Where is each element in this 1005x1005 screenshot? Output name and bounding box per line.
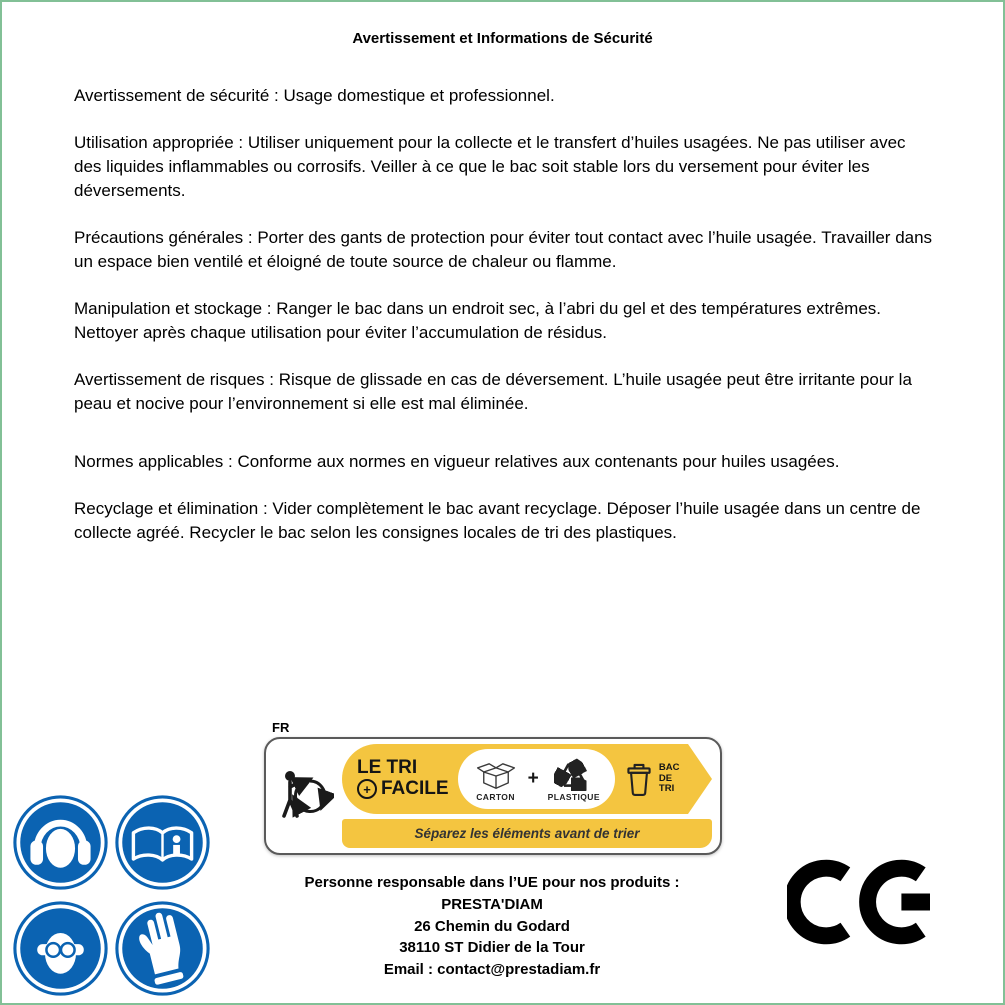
wear-eye-protection-icon bbox=[12, 900, 109, 997]
sorting-bin-icon bbox=[624, 760, 654, 798]
bin-line1: BAC bbox=[658, 762, 680, 774]
wear-ear-protection-icon bbox=[12, 794, 109, 891]
mandatory-pictograms bbox=[12, 794, 211, 997]
plus-circle-icon: + bbox=[357, 779, 377, 799]
info-tri-right bbox=[342, 739, 720, 853]
info-tri-banner bbox=[342, 744, 688, 814]
tri-line1: LE TRI bbox=[357, 757, 418, 779]
bin-line3: TRI bbox=[658, 783, 675, 795]
recycling-triangle-icon bbox=[554, 757, 594, 791]
materials-bubble bbox=[458, 749, 615, 809]
sorting-bin-part bbox=[624, 760, 682, 798]
info-tri-box bbox=[264, 737, 722, 855]
material-carton bbox=[473, 757, 519, 802]
safety-paragraph: Utilisation appropriée : Utiliser uniquement pour la collecte et le transfert d’huiles usagées. Ne pas utiliser avec des liquides inflammables ou corrosifs. Veiller à ce que le bac soit stable lors du versement pour éviter les déversements. bbox=[74, 133, 906, 200]
carton-label: CARTON bbox=[476, 791, 515, 802]
page-title: Avertissement et Informations de Sécurité bbox=[352, 30, 653, 47]
bin-line2: DE bbox=[658, 772, 673, 784]
country-code: FR bbox=[272, 720, 290, 735]
email-line: Email : contact@prestadiam.fr bbox=[383, 961, 601, 978]
safety-paragraph: Manipulation et stockage : Ranger le bac dans un endroit sec, à l’abri du gel et des températures extrêmes. Nettoyer après chaque utilisation pour éviter l’accumulation de résidus. bbox=[74, 299, 882, 342]
le-tri-facile-text bbox=[357, 758, 449, 799]
triman-icon bbox=[274, 764, 334, 828]
bin-label bbox=[659, 763, 680, 795]
responsible-address bbox=[252, 872, 732, 981]
info-tri-footer: Séparez les éléments avant de trier bbox=[342, 819, 712, 848]
plus-separator: + bbox=[527, 768, 539, 789]
plastique-label: PLASTIQUE bbox=[547, 791, 600, 802]
safety-paragraph: Recyclage et élimination : Vider complètement le bac avant recyclage. Déposer l’huile usagée dans un centre de collecte agréé. Recycler le bac selon les consignes locales de tri des plastiques. bbox=[74, 499, 921, 542]
safety-paragraph: Avertissement de risques : Risque de glissade en cas de déversement. L’huile usagée peut être irritante pour la peau et nocive pour l’environnement si elle est mal éliminée. bbox=[74, 370, 912, 413]
safety-paragraph: Normes applicables : Conforme aux normes en vigueur relatives aux contenants pour huiles usagées. bbox=[74, 452, 840, 471]
wear-gloves-icon bbox=[114, 900, 211, 997]
carton-box-icon bbox=[473, 757, 519, 791]
triman-logo-area bbox=[266, 739, 342, 853]
material-plastique bbox=[548, 757, 600, 802]
safety-text-section bbox=[74, 84, 935, 568]
ce-marking-icon bbox=[787, 854, 943, 950]
city-line: 38110 ST Didier de la Tour bbox=[399, 939, 585, 957]
responsible-line: Personne responsable dans l’UE pour nos produits : bbox=[304, 874, 680, 891]
info-tri-label bbox=[264, 720, 722, 855]
safety-paragraph: Précautions générales : Porter des gants de protection pour éviter tout contact avec l’huile usagée. Travailler dans un espace bien ventilé et éloigné de toute source de chaleur ou flamme. bbox=[74, 228, 933, 271]
street-line: 26 Chemin du Godard bbox=[414, 917, 570, 935]
safety-paragraph: Avertissement de sécurité : Usage domestique et professionnel. bbox=[74, 86, 555, 105]
read-instructions-icon bbox=[114, 794, 211, 891]
company-name: PRESTA'DIAM bbox=[441, 895, 543, 913]
tri-line2: FACILE bbox=[381, 778, 449, 799]
